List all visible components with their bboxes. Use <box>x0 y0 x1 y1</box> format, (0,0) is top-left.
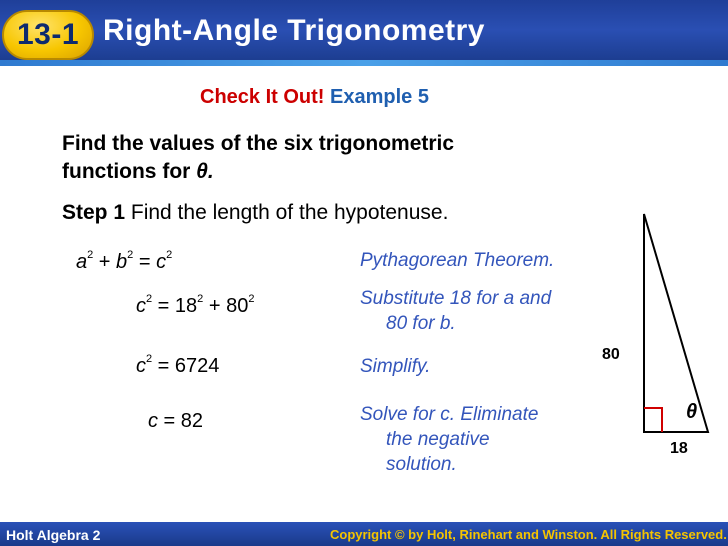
page-title: Right-Angle Trigonometry <box>103 14 485 47</box>
triangle-outline <box>644 214 708 432</box>
reason-substitute: Substitute 18 for a and 80 for b. <box>360 288 552 334</box>
right-angle-marker <box>644 408 662 432</box>
footer-book-title: Holt Algebra 2 <box>6 527 101 543</box>
example-label: Example 5 <box>330 86 429 108</box>
leg-vertical-label: 80 <box>602 346 620 363</box>
equation-substitute: $c^2 = 18^2 + 80^2$ <box>136 293 255 317</box>
example-subtitle <box>200 86 429 109</box>
right-triangle-diagram <box>596 210 716 434</box>
theta-variable: θ. <box>196 160 214 183</box>
reason-pythagorean: Pythagorean Theorem. <box>360 250 555 271</box>
lesson-number: 13-1 <box>16 18 80 51</box>
reason-solve: Solve for c. Eliminate the negative solution. <box>360 404 539 475</box>
equation-pythagorean: $a^2 + b^2 = c^2$ <box>76 249 173 273</box>
leg-horizontal-label: 18 <box>670 440 688 457</box>
problem-prompt <box>62 130 622 186</box>
prompt-line-2: functions for θ. <box>62 160 214 183</box>
step-label: Step 1 <box>62 201 126 224</box>
footer-copyright: Copyright © by Holt, Rinehart and Winston. All Rights Reserved. <box>330 527 727 542</box>
prompt-line-1: Find the values of the six trigonometric <box>62 132 455 155</box>
lesson-badge <box>2 10 94 60</box>
equation-solution: c = 82 <box>148 410 204 432</box>
equation-simplify: $c^2 = 6724$ <box>136 353 220 377</box>
angle-theta-label: θ <box>686 401 698 423</box>
reason-simplify: Simplify. <box>360 356 431 377</box>
step-1 <box>62 201 448 225</box>
step-text: Find the length of the hypotenuse. <box>125 201 449 224</box>
check-it-out-label: Check It Out! <box>200 86 325 108</box>
